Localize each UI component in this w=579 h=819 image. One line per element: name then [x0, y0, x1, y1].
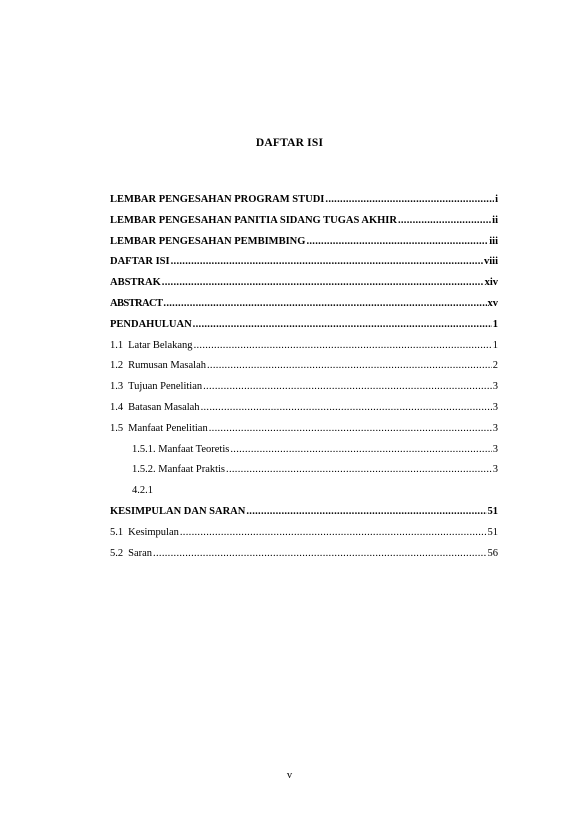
page-number: v	[286, 770, 293, 781]
toc-entry-page: 51	[487, 505, 498, 517]
toc-entry-page: 2	[492, 360, 498, 372]
dot-leader	[203, 381, 492, 392]
toc-entry[interactable]	[110, 236, 498, 257]
dot-leader	[162, 277, 484, 288]
toc-entry-page: 3	[492, 401, 498, 413]
toc-entry-page: 1	[492, 339, 498, 351]
toc-entry-label: 1.5.2. Manfaat Praktis	[132, 464, 226, 476]
dot-leader	[163, 298, 486, 309]
toc-entry-page: 3	[492, 464, 498, 476]
table-of-contents	[110, 194, 498, 568]
toc-entry[interactable]	[110, 277, 498, 298]
toc-entry-label: 1.5.1. Manfaat Teoretis	[132, 443, 230, 455]
toc-entry-page: 3	[492, 422, 498, 434]
toc-entry[interactable]	[110, 464, 498, 485]
toc-entry-number: 5.1	[110, 526, 124, 538]
toc-entry-page: 56	[487, 547, 498, 559]
dot-leader	[209, 423, 492, 434]
toc-entry-page: 3	[492, 443, 498, 455]
toc-entry-page: ii	[492, 214, 498, 226]
toc-entry[interactable]	[110, 215, 498, 236]
toc-entry[interactable]	[110, 319, 498, 340]
toc-entry-label: ABSTRACT	[110, 297, 163, 309]
toc-entry-label: LEMBAR PENGESAHAN PANITIA SIDANG TUGAS AKHIR	[110, 214, 397, 226]
toc-entry-label: Saran	[128, 547, 153, 559]
toc-entry-page: iii	[489, 235, 498, 247]
dot-leader	[201, 402, 492, 413]
toc-entry-label: ABSTRAK	[110, 277, 161, 289]
toc-entry-label: LEMBAR PENGESAHAN PROGRAM STUDI	[110, 194, 325, 205]
toc-entry[interactable]	[110, 423, 498, 444]
dot-leader	[226, 464, 492, 475]
toc-entry-number: 1.3	[110, 381, 124, 393]
toc-entry-label: PENDAHULUAN	[110, 318, 192, 330]
dot-leader	[153, 548, 486, 559]
toc-entry[interactable]	[110, 256, 498, 277]
toc-entry-label: Manfaat Penelitian	[128, 422, 208, 434]
toc-entry[interactable]	[110, 360, 498, 381]
toc-entry-page: 1	[492, 318, 498, 330]
dot-leader	[180, 527, 487, 538]
toc-entry-label: Kesimpulan	[128, 526, 179, 538]
toc-entry-label: LEMBAR PENGESAHAN PEMBIMBING	[110, 235, 306, 247]
toc-entry-label: DAFTAR ISI	[110, 256, 170, 268]
dot-leader	[306, 236, 488, 247]
dot-leader	[325, 194, 494, 205]
page-title: DAFTAR ISI	[255, 137, 324, 149]
toc-entry[interactable]	[110, 444, 498, 465]
toc-entry-number: 1.5	[110, 422, 124, 434]
toc-entry[interactable]	[110, 381, 498, 402]
toc-entry-page: xiv	[484, 277, 498, 289]
toc-entry-label: Batasan Masalah	[128, 401, 200, 413]
toc-entry[interactable]	[110, 548, 498, 569]
toc-entry[interactable]	[110, 340, 498, 361]
toc-entry-page: 51	[487, 526, 498, 538]
toc-entry-page: xv	[487, 297, 498, 309]
toc-entry-number: 1.4	[110, 401, 124, 413]
toc-entry[interactable]	[110, 194, 498, 215]
toc-entry-label: Tujuan Penelitian	[128, 381, 203, 393]
dot-leader	[193, 319, 492, 330]
dot-leader	[194, 340, 492, 351]
dot-leader	[171, 256, 483, 267]
toc-entry-number: 5.2	[110, 547, 124, 559]
dot-leader	[207, 360, 492, 371]
dot-leader	[230, 444, 491, 455]
toc-entry[interactable]	[110, 527, 498, 548]
toc-entry-page: viii	[483, 256, 498, 268]
toc-entry[interactable]	[110, 298, 498, 319]
dot-leader	[398, 215, 491, 226]
toc-entry-number: 1.2	[110, 360, 124, 372]
dot-leader	[246, 506, 486, 517]
toc-entry[interactable]	[110, 402, 498, 423]
toc-entry-number: 1.1	[110, 339, 124, 351]
toc-entry[interactable]	[110, 506, 498, 527]
toc-entry-label: 4.2.1	[132, 485, 153, 497]
toc-entry-label: Latar Belakang	[128, 339, 193, 351]
toc-entry[interactable]	[110, 485, 498, 506]
toc-entry-page: i	[495, 194, 498, 205]
toc-entry-label: KESIMPULAN DAN SARAN	[110, 505, 246, 517]
toc-entry-page: 3	[492, 381, 498, 393]
toc-entry-label: Rumusan Masalah	[128, 360, 206, 372]
